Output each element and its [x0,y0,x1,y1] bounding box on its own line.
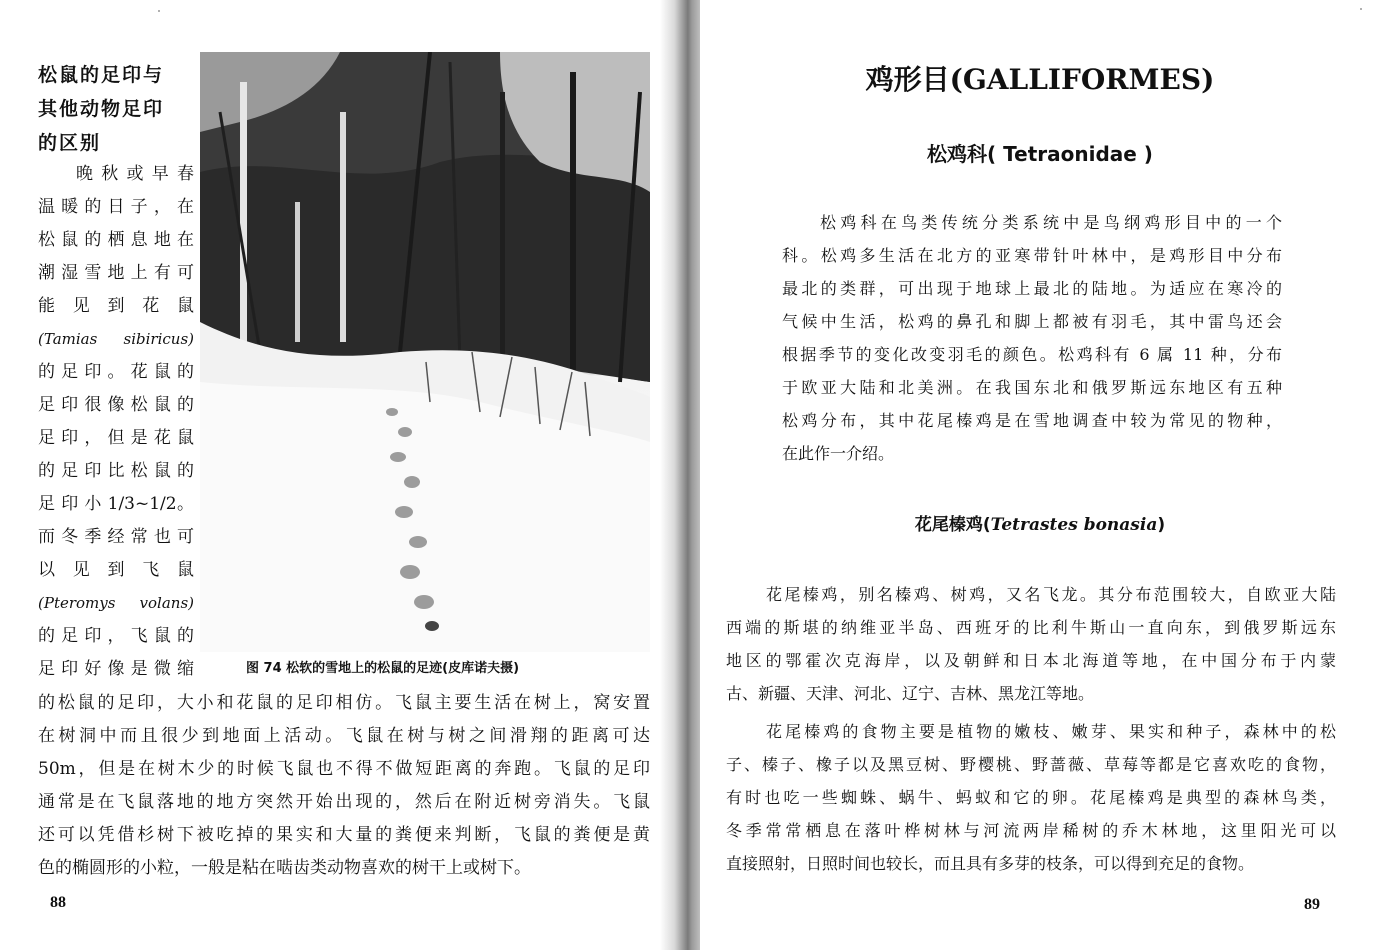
diet-paragraph [726,715,1336,880]
page-number: 89 [1304,896,1320,913]
text-line: 花尾榛鸡的食物主要是植物的嫩枝、嫩芽、果实和种子，森林中的松 [766,722,1336,741]
page-number: 88 [50,894,66,911]
text-line: (Tamias sibiricus) [38,330,194,348]
snow-footprints-photo [200,52,650,652]
chapter-title: 鸡形目(GALLIFORMES) [865,63,1215,96]
text-line: 松鸡科在鸟类传统分类系统中是鸟纲鸡形目中的一个 [820,213,1282,232]
text-line: 地区的鄂霍次克海岸，以及朝鲜和日本北海道等地，在中国分布于内蒙 [726,651,1336,670]
text-line: 古、新疆、天津、河北、辽宁、吉林、黑龙江等地。 [726,684,1095,703]
text-line: 松鸡分布，其中花尾榛鸡是在雪地调查中较为常见的物种， [782,411,1282,430]
text-line: 色的椭圆形的小粒，一般是粘在啮齿类动物喜欢的树干上或树下。 [38,858,531,878]
text-line: 冬季常常栖息在落叶桦树林与河流两岸稀树的乔木林地，这里阳光可以 [726,821,1336,840]
species-name-cn: 花尾榛鸡( [914,515,991,535]
scan-speck [158,10,160,12]
right-page [700,0,1374,950]
text-line: 足 印 小 1/3~1/2。 [38,494,194,514]
text-line: 科。松鸡多生活在北方的亚寒带针叶林中，是鸡形目中分布 [782,246,1282,265]
species-name-latin: Tetrastes bonasia [990,515,1158,535]
text-line: 能 见 到 花 鼠 [38,296,194,316]
text-line: 直接照射，日照时间也较长，而且具有多芽的枝条，可以得到充足的食物。 [726,854,1255,873]
text-line: 在树洞中而且很少到地面上活动。飞鼠在树与树之间滑翔的距离可达 [38,726,650,746]
photo-illustration [200,52,650,652]
species-title [860,510,1220,535]
scan-speck [1360,8,1362,10]
intro-paragraph [782,206,1282,470]
narrow-text-column [38,158,194,686]
text-line: 的松鼠的足印，大小和花鼠的足印相仿。飞鼠主要生活在树上，窝安置 [38,693,650,713]
text-line: 的足印。花鼠的 [38,362,194,382]
family-title: 松鸡科( Tetraonidae ) [927,142,1153,166]
left-page [0,0,672,950]
species-title-close: ) [1157,515,1166,535]
text-line: 50m，但是在树木少的时候飞鼠也不得不做短距离的奔跑。飞鼠的足印 [38,759,650,779]
text-line: (Pteromys volans) [38,594,194,612]
text-line: 在此作一介绍。 [782,444,895,463]
text-line: 西端的斯堪的纳维亚半岛、西班牙的比利牛斯山一直向东，到俄罗斯远东 [726,618,1336,637]
text-line: 还可以凭借杉树下被吃掉的果实和大量的粪便来判断，飞鼠的粪便是黄 [38,825,650,845]
figure-caption: 图 74 松软的雪地上的松鼠的足迹(皮库诺夫摄) [246,661,520,676]
distribution-paragraph [726,578,1336,710]
text-line: 温暖的日子，在 [38,197,194,217]
text-line: 的足印，飞鼠的 [38,626,194,646]
text-line: 根据季节的变化改变羽毛的颜色。松鸡科有 6 属 11 种，分布 [782,345,1282,364]
text-line: 通常是在飞鼠落地的地方突然开始出现的，然后在附近树旁消失。飞鼠 [38,792,650,812]
text-line: 最北的类群，可出现于地球上最北的陆地。为适应在寒冷的 [782,279,1282,298]
heading-line: 的区别 [38,132,102,154]
heading-line: 松鼠的足印与 [38,64,165,86]
text-line: 有时也吃一些蜘蛛、蜗牛、蚂蚁和它的卵。花尾榛鸡是典型的森林鸟类， [726,788,1336,807]
text-line: 的足印比松鼠的 [38,461,194,481]
text-line: 足印很像松鼠的 [38,395,194,415]
text-line: 以 见 到 飞 鼠 [38,560,194,580]
text-line: 而冬季经常也可 [38,527,194,547]
text-line: 花尾榛鸡，别名榛鸡、树鸡，又名飞龙。其分布范围较大，自欧亚大陆 [766,585,1336,604]
text-line: 潮湿雪地上有可 [38,263,194,283]
text-line: 气候中生活，松鸡的鼻孔和脚上都被有羽毛，其中雷鸟还会 [782,312,1282,331]
text-line: 足印好像是微缩 [38,659,194,679]
text-line: 子、榛子、橡子以及黑豆树、野樱桃、野蔷薇、草莓等都是它喜欢吃的食物， [726,755,1336,774]
heading-line: 其他动物足印 [38,98,165,120]
text-line: 足印，但是花鼠 [38,428,194,448]
text-line: 松鼠的栖息地在 [38,230,194,250]
text-line: 于欧亚大陆和北美洲。在我国东北和俄罗斯远东地区有五种 [782,378,1282,397]
text-line: 晚秋或早春 [76,164,194,184]
section-heading [38,58,198,160]
wide-text-block [38,687,650,885]
